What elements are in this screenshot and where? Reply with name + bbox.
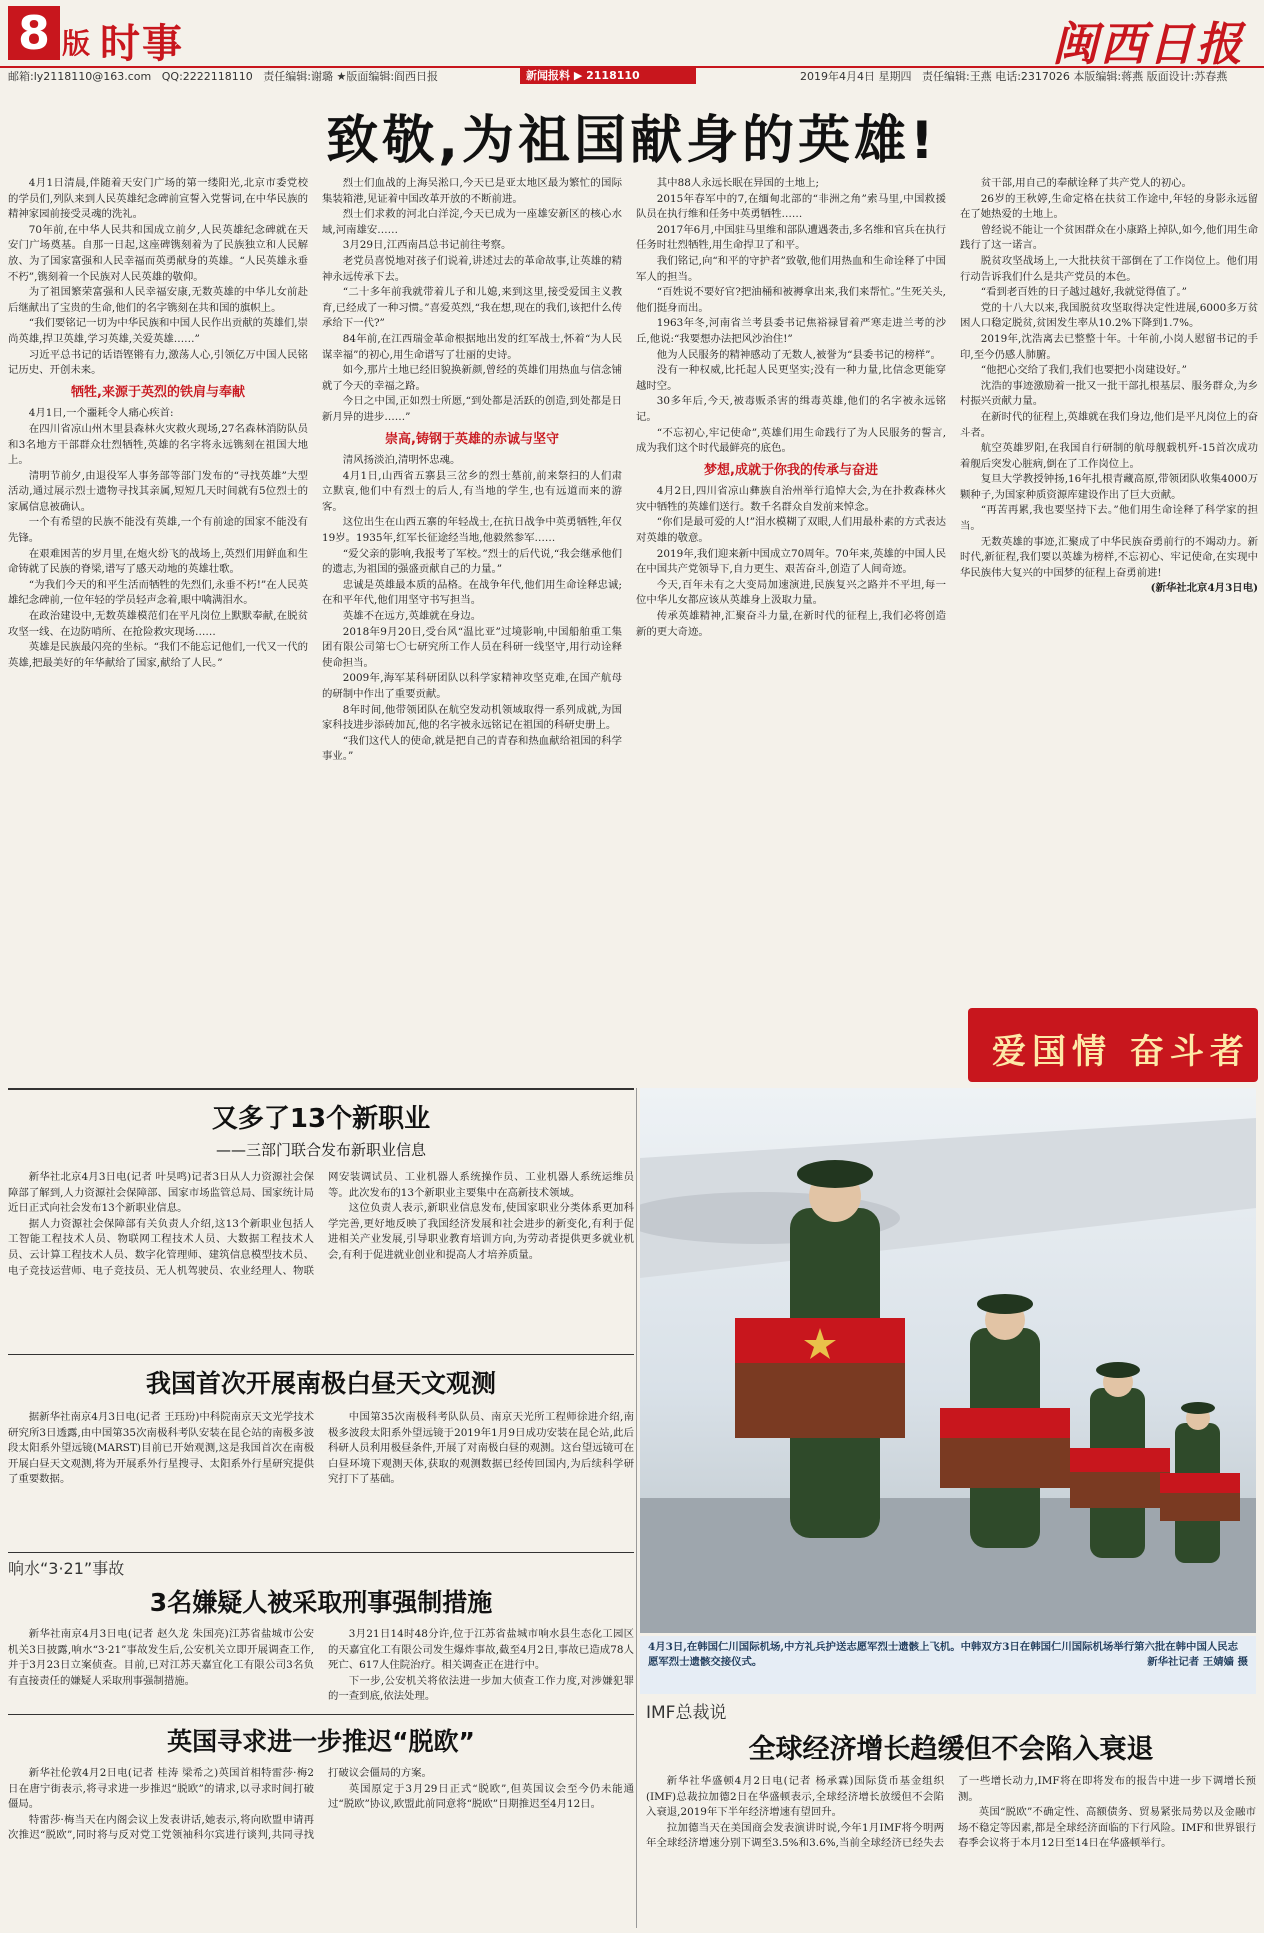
hero-col1-paras <box>8 176 308 379</box>
column-divider <box>636 1088 637 1928</box>
paragraph: 这位负责人表示,新职业信息发布,使国家职业分类体系更加科学完善,更好地反映了我国经济发展和社会进步的新变化,有利于促进相关产业发展,引导职业教育培训方向,为劳动者提供更多就业机会,有利于促进就业创业和提高人才培养质量。 <box>328 1202 634 1261</box>
page-number-box: 8 <box>8 6 60 60</box>
paragraph: “二十多年前我就带着儿子和儿媳,来到这里,接受爱国主义教育,已经成了一种习惯。”喜爱英烈,“我在想,现在的我们,该把什么传承给下一代?” <box>322 286 622 330</box>
paragraph: 没有一种权威,比托起人民更坚实;没有一种力量,比信念更能穿越时空。 <box>636 364 946 392</box>
banner-text: 爱国情 奋斗者 <box>992 1032 1250 1072</box>
main-headline: 致敬,为祖国献身的英雄! <box>326 111 938 171</box>
paragraph: “再苦再累,我也要坚持下去。”他们用生命诠释了科学家的担当。 <box>960 504 1258 533</box>
paragraph: 今日之中国,正如烈士所愿,“到处都是活跃的创造,到处都是日新月异的进步……” <box>322 395 622 423</box>
paragraph: 2018年9月20日,受台风“温比亚”过境影响,中国船舶重工集团有限公司第七〇七研究所工作人员在科研一线坚守,用行动诠释使命担当。 <box>322 625 622 669</box>
section-divider <box>8 1714 634 1715</box>
paragraph: 英雄是民族最闪亮的坐标。“我们不能忘记他们,一代又一代的英雄,把最美好的年华献给了国家,献给了人民。” <box>8 641 308 669</box>
paragraph: 如今,那片土地已经旧貌换新颜,曾经的英雄们用热血与信念铺就了今天的幸福之路。 <box>322 364 622 392</box>
fire-body <box>8 1627 634 1727</box>
page-suffix: 版 <box>62 27 91 60</box>
paragraph: 2017年6月,中国驻马里维和部队遭遇袭击,多名维和官兵在执行任务时壮烈牺牲,用生命捍卫了和平。 <box>636 223 946 252</box>
paragraph: 4月1日清晨,伴随着天安门广场的第一缕阳光,北京市委党校的学员们,列队来到人民英雄纪念碑前宣誓入党誓词,在中华民族的精神家园前接受灵魂的洗礼。 <box>8 177 308 221</box>
paragraph: 为了祖国繁荣富强和人民幸福安康,无数英雄的中华儿女前赴后继献出了宝贵的生命,他们的名字镌刻在共和国的旗帜上。 <box>8 286 308 314</box>
antarctic-title: 我国首次开展南极白昼天文观测 <box>145 1369 496 1398</box>
paragraph: 清风扬淡泊,清明怀忠魂。 <box>342 454 461 467</box>
paragraph: “不忘初心,牢记使命”,英雄们用生命践行了为人民服务的誓言,成为我们这个时代最鲜亮的底色。 <box>636 426 946 455</box>
paragraph: 84年前,在江西瑞金革命根据地出发的红军战士,怀着“为人民谋幸福”的初心,用生命谱写了壮丽的史诗。 <box>322 332 622 361</box>
paragraph: 特雷莎·梅当天在内阁会议上发表讲话,她表示,将向欧盟申请再次推迟“脱欧”,同时将与反对党工党领袖科尔宾进行谈判,共同寻找打破议会僵局的方案。 <box>8 1767 432 1842</box>
paragraph: 新华社华盛顿4月2日电(记者 杨承霖)国际货币基金组织(IMF)总裁拉加德2日在华盛顿表示,全球经济增长放缓但不会陷入衰退,2019年下半年经济增速有望回升。 <box>646 1775 944 1819</box>
info-bar <box>0 66 1264 84</box>
paragraph: 2015年春军中的7,在缅甸北部的“非洲之角”索马里,中国救援队员在执行维和任务中英勇牺牲…… <box>636 192 946 221</box>
paragraph: 3月21日14时48分许,位于江苏省盐城市响水县生态化工园区的天嘉宜化工有限公司发生爆炸事故,截至4月2日,事故已造成78人死亡、617人住院治疗。相关调查正在进行中。 <box>328 1628 634 1672</box>
paragraph: “你们是最可爱的人!”泪水模糊了双眼,人们用最朴素的方式表达对英雄的敬意。 <box>636 516 946 545</box>
paragraph: 下一步,公安机关将依法进一步加大侦查工作力度,对涉嫌犯罪的一查到底,依法处理。 <box>328 1674 634 1703</box>
section-divider <box>8 1354 634 1355</box>
paragraph: 新华社伦敦4月2日电(记者 桂涛 梁希之)英国首相特雷莎·梅2日在唐宁街表示,将寻求进一步推迟“脱欧”的请求,以寻求时间打破僵局。 <box>8 1767 314 1811</box>
antarctic-article <box>8 1364 634 1560</box>
paragraph: 一个有希望的民族不能没有英雄,一个有前途的国家不能没有先锋。 <box>8 516 308 545</box>
photo-credit: 新华社记者 王婧嫱 摄 <box>1147 1656 1248 1668</box>
paragraph: 老党员喜悦地对孩子们说着,讲述过去的革命故事,让英雄的精神永远传承下去。 <box>322 254 622 283</box>
paragraph: 英国“脱欧”不确定性、高额债务、贸易紧张局势以及金融市场不稳定等因素,都是全球经济面临的下行风险。IMF和世界银行春季会议将于本月12日至14日在华盛顿举行。 <box>958 1806 1256 1850</box>
imf-title: 全球经济增长趋缓但不会陷入衰退 <box>748 1734 1154 1765</box>
paragraph: 在新时代的征程上,英雄就在我们身边,他们是平凡岗位上的奋斗者。 <box>960 410 1258 439</box>
hero-column-3 <box>636 176 946 1008</box>
honor-guard-photo <box>640 1088 1256 1633</box>
paragraph: 无数英雄的事迹,汇聚成了中华民族奋勇前行的不竭动力。新时代,新征程,我们要以英雄为榜样,不忘初心、牢记使命,在实现中华民族伟大复兴的中国梦的征程上奋勇前进! <box>960 535 1258 579</box>
paragraph: 4月1日,一个噩耗令人痛心疾首: <box>28 407 174 420</box>
paragraph: 他为人民服务的精神感动了无数人,被誉为“县委书记的榜样”。 <box>656 348 941 361</box>
job-subtitle: ——三部门联合发布新职业信息 <box>215 1141 426 1159</box>
paragraph: 3月29日,江西南昌总书记前往考察。 <box>342 239 512 252</box>
subheading-2: 崇高,铸钢于英雄的赤诚与坚守 <box>385 431 559 447</box>
duty-editors: 责任编辑:王燕 电话:2317026 本版编辑:蒋燕 版面设计:苏春燕 <box>922 70 1228 83</box>
paragraph: 2019年,沈浩离去已整整十年。十年前,小岗人慰留书记的手印,至今仍感人肺腑。 <box>960 332 1258 361</box>
paragraph: 4月2日,四川省凉山彝族自治州举行追悼大会,为在扑救森林火灾中牺牲的英雄们送行。数千名群众自发前来悼念。 <box>636 485 946 513</box>
brexit-article <box>8 1722 634 1926</box>
paragraph: 据新华社南京4月3日电(记者 王珏玢)中科院南京天文光学技术研究所3日透露,由中国第35次南极科考队安装在昆仑站的南极多波段太阳系外望远镜(MARST)目前已开始观测,这是我国首次在南极开展白昼天文观测,将为开展系外行星搜寻、太阳系外行星研究提供了重要数据。 <box>8 1411 314 1486</box>
paragraph: 脱贫攻坚战场上,一大批扶贫干部倒在了工作岗位上。他们用行动告诉我们什么是共产党员的本色。 <box>960 254 1258 283</box>
paragraph: “爱父亲的影响,我报考了军校。”烈士的后代说,“我会继承他们的遗志,为祖国的强盛贡献自己的力量。” <box>322 547 622 576</box>
paragraph: 中国第35次南极科考队队员、南京天光所工程师徐进介绍,南极多波段太阳系外望远镜于2019年1月9日成功安装在昆仑站,此后科研人员利用极昼条件,开展了对南极白昼的观测。这台望远镜可在白昼环境下观测天体,获取的观测数据已经传回国内,为后续科学研究打下了基础。 <box>328 1411 634 1486</box>
subheading-1: 牺牲,来源于英烈的铁肩与奉献 <box>71 384 245 400</box>
paragraph: 忠诚是英雄最本质的品格。在战争年代,他们用生命诠释忠诚;在和平年代,他们用坚守书写担当。 <box>322 578 622 607</box>
paragraph: 曾经说不能让一个贫困群众在小康路上掉队,如今,他们用生命践行了这一诺言。 <box>960 223 1258 252</box>
paragraph: 据人力资源社会保障部有关负责人介绍,这13个新职业包括人工智能工程技术人员、物联网工程技术人员、大数据工程技术人员、云计算工程技术人员、数字化管理师、建筑信息模型技术员、电子竞技运营师、电子竞技员、无人机驾驶员、农业经理人、物联网安装调试员、工业机器人系统操作员、工业机器人系统运维员等。此次发布的13个新职业主要集中在高新技术领域。 <box>8 1171 634 1277</box>
paragraph: 传承英雄精神,汇聚奋斗力量,在新时代的征程上,我们必将创造新的更大奇迹。 <box>636 610 946 638</box>
paragraph: “百姓说不要好官?把油桶和被褥拿出来,我们来帮忙。”生死关头,他们挺身而出。 <box>636 286 946 314</box>
paragraph: 其中88人永远长眠在异国的土地上; <box>656 177 819 189</box>
brexit-body <box>8 1766 634 1926</box>
paragraph: 26岁的王秋婷,生命定格在扶贫工作途中,年轻的身影永远留在了她热爱的土地上。 <box>960 192 1258 221</box>
paragraph: 航空英雄罗阳,在我国自行研制的航母舰载机歼-15首次成功着舰后突发心脏病,倒在了工作岗位上。 <box>960 442 1258 470</box>
paragraph: “我们这代人的使命,就是把自己的青春和热血献给祖国的科学事业。” <box>322 734 622 763</box>
imf-article <box>646 1698 1256 1924</box>
paragraph: 烈士们求救的河北白洋淀,今天已成为一座雄安新区的核心水域,河南雄安…… <box>322 208 622 236</box>
paragraph: 4月1日,山西省五寨县三岔乡的烈士墓前,前来祭扫的人们肃立默哀,他们中有烈士的后人,有当地的学生,也有远道而来的游客。 <box>322 469 622 513</box>
patriot-banner <box>968 1008 1258 1082</box>
paragraph: 8年时间,他带领团队在航空发动机领域取得一系列成就,为国家科技进步添砖加瓦,他的名字被永远铭记在祖国的科研史册上。 <box>322 703 622 732</box>
paragraph: 1963年冬,河南省兰考县委书记焦裕禄冒着严寒走进兰考的沙丘,他说:“我要想办法把风沙治住!” <box>636 317 946 345</box>
paragraph: 在四川省凉山州木里县森林火灾救火现场,27名森林消防队员和3名地方干部群众壮烈牺牲,英雄的名字将永远镌刻在祖国大地上。 <box>8 422 308 467</box>
email-label: 邮箱:ly2118110@163.com <box>8 70 152 83</box>
job-body <box>8 1170 634 1348</box>
hotline-badge: 新闻报料 ▶ 2118110 <box>520 68 696 84</box>
paragraph: 我们铭记,向“和平的守护者”致敬,他们用热血和生命诠释了中国军人的担当。 <box>636 254 946 283</box>
paragraph: 这位出生在山西五寨的年轻战士,在抗日战争中英勇牺牲,年仅19岁。1935年,红军长征途经当地,他毅然参军…… <box>322 516 622 545</box>
paragraph: 2019年,我们迎来新中国成立70周年。70年来,英雄的中国人民在中国共产党领导下,自力更生、艰苦奋斗,创造了人间奇迹。 <box>636 547 946 576</box>
fire-article <box>8 1556 634 1727</box>
paragraph: 烈士们血战的上海吴淞口,今天已是亚太地区最为繁忙的国际集装箱港,见证着中国改革开放的不断前进。 <box>322 177 622 205</box>
editor-note: 责任编辑:谢璐 ★版面编辑:阎西日报 <box>263 70 439 83</box>
fire-title: 3名嫌疑人被采取刑事强制措施 <box>149 1588 493 1617</box>
newspaper-logo: 闽西日报 <box>1052 17 1244 71</box>
imf-kicker: IMF总裁说 <box>646 1703 727 1723</box>
fire-kicker: 响水“3·21”事故 <box>8 1559 125 1578</box>
paragraph: 贫干部,用自己的奉献诠释了共产党人的初心。 <box>980 177 1192 189</box>
paragraph: 拉加德当天在美国商会发表演讲时说,今年1月IMF将今明两年全球经济增速分别下调至3.5%和3.6%,当前全球经济已经失去了一些增长动力,IMF将在即将发布的报告中进一步下调增长预测。 <box>646 1775 1256 1850</box>
antarctic-body <box>8 1410 634 1560</box>
paragraph: 在艰难困苦的岁月里,在炮火纷飞的战场上,英烈们用鲜血和生命铸就了民族的脊梁,谱写了感天动地的英雄壮歌。 <box>8 547 308 576</box>
hero-column-1 <box>8 176 308 1008</box>
paragraph: 复旦大学教授钟扬,16年扎根青藏高原,带领团队收集4000万颗种子,为国家种质资源库建设作出了巨大贡献。 <box>960 473 1258 501</box>
paragraph: “我们要铭记一切为中华民族和中国人民作出贡献的英雄们,崇尚英雄,捍卫英雄,学习英雄,关爱英雄……” <box>8 317 308 345</box>
hero-column-2 <box>322 176 622 1008</box>
paragraph: 党的十八大以来,我国脱贫攻坚取得决定性进展,6000多万贫困人口稳定脱贫,贫困发生率从10.2%下降到1.7%。 <box>960 301 1258 330</box>
paragraph: 新华社北京4月3日电(记者 叶昊鸣)记者3日从人力资源社会保障部了解到,人力资源社会保障部、国家市场监管总局、国家统计局近日正式向社会发布13个新职业信息。 <box>8 1171 314 1215</box>
paragraph: 新华社南京4月3日电(记者 赵久龙 朱国亮)江苏省盐城市公安机关3日披露,响水“3·21”事故发生后,公安机关立即开展调查工作,并于3月23日立案侦查。目前,已对江苏天嘉宜化工有限公司3名负有直接责任的嫌疑人采取刑事强制措施。 <box>8 1628 314 1687</box>
job-title: 又多了13个新职业 <box>211 1104 431 1134</box>
caption-text: 4月3日,在韩国仁川国际机场,中方礼兵护送志愿军烈士遗骸上飞机。中韩双方3日在韩国仁川国际机场举行第六批在韩中国人民志愿军烈士遗骸交接仪式。 <box>648 1641 1239 1668</box>
paragraph: “看到老百姓的日子越过越好,我就觉得值了。” <box>980 286 1187 299</box>
paragraph: 清明节前夕,由退役军人事务部等部门发布的“寻找英雄”大型活动,通过展示烈士遗物寻找其亲属,短短几天时间就有5位烈士的家属信息被确认。 <box>8 469 308 513</box>
imf-body <box>646 1774 1256 1924</box>
paragraph: 习近平总书记的话语铿锵有力,激荡人心,引领亿万中国人民铭记历史、开创未来。 <box>8 348 308 377</box>
section-title: 时事 <box>100 21 184 67</box>
paragraph: 在政治建设中,无数英雄模范们在平凡岗位上默默奉献,在脱贫攻坚一线、在边防哨所、在抢险救灾现场…… <box>8 610 308 638</box>
brexit-title: 英国寻求进一步推迟“脱欧” <box>167 1727 475 1756</box>
paragraph: 英国原定于3月29日正式“脱欧”,但英国议会至今仍未能通过“脱欧”协议,欧盟此前同意将“脱欧”日期推迟至4月12日。 <box>328 1782 634 1811</box>
paragraph: 30多年后,今天,被毒贩杀害的缉毒英雄,他们的名字被永远铭记。 <box>636 395 946 423</box>
hero-column-4 <box>960 176 1258 1002</box>
article-credit: (新华社北京4月3日电) <box>1150 582 1258 595</box>
photo-caption <box>640 1636 1256 1694</box>
subheading-3: 梦想,成就于你我的传承与奋进 <box>704 462 878 478</box>
paragraph: 英雄不在远方,英雄就在身边。 <box>342 610 482 623</box>
masthead <box>0 0 1264 82</box>
paragraph: 今天,百年未有之大变局加速演进,民族复兴之路并不平坦,每一位中华儿女都应该从英雄身上汲取力量。 <box>636 578 946 607</box>
paragraph: 2009年,海军某科研团队以科学家精神攻坚克难,在国产航母的研制中作出了重要贡献。 <box>322 672 622 700</box>
section-divider <box>8 1552 634 1553</box>
paragraph: 70年前,在中华人民共和国成立前夕,人民英雄纪念碑就在天安门广场奠基。自那一日起,这座碑镌刻着为了民族独立和人民解放、为了国家富强和人民幸福而英勇献身的英雄。“人民英雄永垂不朽”,镌刻着一个民族对人民英雄的敬仰。 <box>8 223 308 283</box>
paragraph: “他把心交给了我们,我们也要把小岗建设好。” <box>980 364 1187 377</box>
job-article <box>8 1098 634 1348</box>
section-divider <box>8 1088 634 1090</box>
paragraph: “为我们今天的和平生活而牺牲的先烈们,永垂不朽!”在人民英雄纪念碑前,一位年轻的学员轻声念着,眼中噙满泪水。 <box>8 578 308 607</box>
contact-info <box>8 69 438 85</box>
photo-illustration <box>640 1088 1256 1633</box>
qq-label: QQ:2222118110 <box>161 70 253 83</box>
date-duty <box>800 69 1227 85</box>
paragraph: 沈浩的事迹激励着一批又一批干部扎根基层、服务群众,为乡村振兴贡献力量。 <box>960 379 1258 408</box>
issue-date: 2019年4月4日 星期四 <box>800 70 912 83</box>
